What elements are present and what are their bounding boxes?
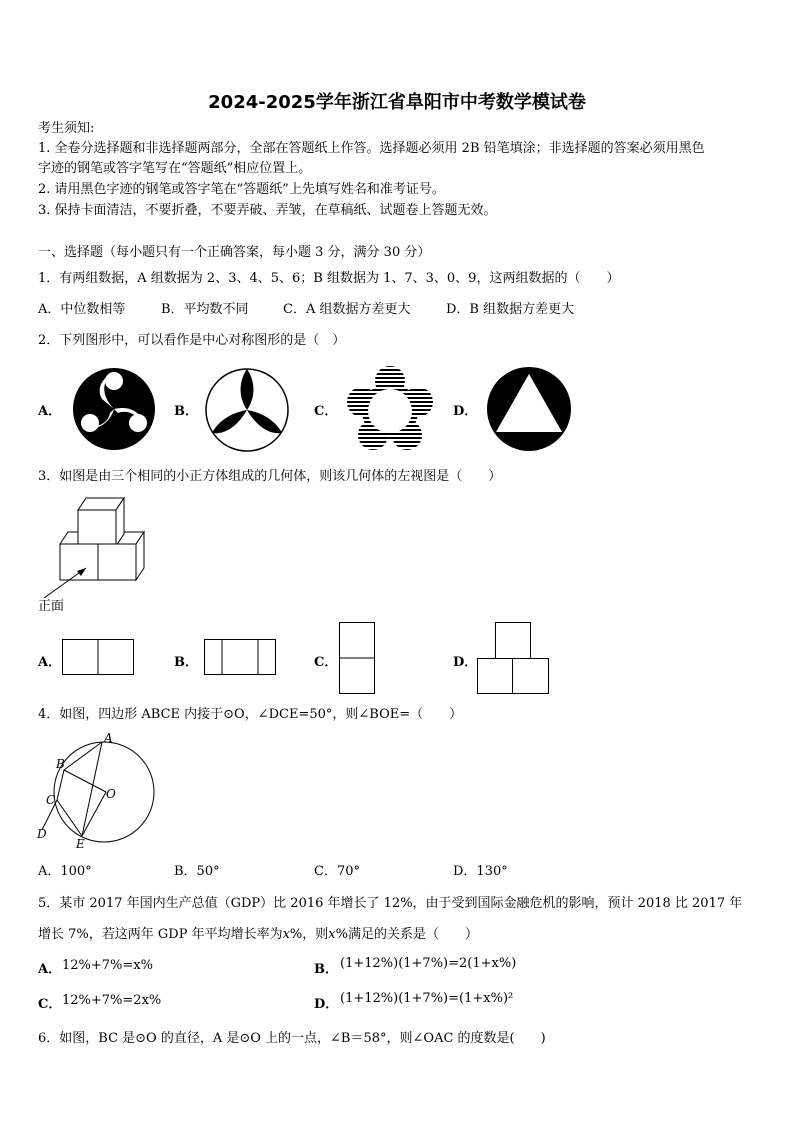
q4-option-d: D．130°: [453, 864, 508, 879]
q2-figure-c-striped-flower: [346, 365, 434, 453]
q2-label-c: C．: [314, 404, 338, 419]
q1-stem: 1．有两组数据，A 组数据为 2、3、4、5、6；B 组数据为 1、7、3、0、9，这两组数据的（ ）: [38, 271, 620, 286]
q5-stem-part-2: %，则: [289, 927, 329, 942]
q3-label-c: C．: [314, 655, 338, 670]
q4-point-a: A: [104, 731, 113, 745]
q6-stem: 6．如图，BC 是⊙O 的直径，A 是⊙O 上的一点，∠B＝58°，则∠OAC 的度数是( ): [38, 1031, 546, 1046]
q4-point-o: O: [106, 787, 116, 801]
q2-stem: 2．下列图形中，可以看作是中心对称图形的是（ ）: [38, 333, 346, 348]
page-title: 2024-2025学年浙江省阜阳市中考数学模试卷: [208, 92, 586, 113]
q5-var-1: x: [282, 927, 290, 942]
q4-point-b: B: [56, 757, 65, 771]
q1-option-a: A．中位数相等: [38, 302, 126, 317]
q5-formula-b: (1+12%)(1+7%)=2(1+x%): [340, 956, 517, 971]
q3-option-b-figure: [204, 639, 276, 675]
q5-label-d: D．: [314, 997, 339, 1012]
q5-formula-a: 12%+7%=x%: [62, 958, 153, 973]
q4-point-e: E: [76, 837, 85, 851]
notice-line-2: 字迹的钢笔或答字笔写在“答题纸”相应位置上。: [38, 161, 312, 176]
q3-option-d-figure: [477, 622, 549, 694]
q1-option-d: D．B 组数据方差更大: [446, 302, 575, 317]
q1-option-c: C．A 组数据方差更大: [283, 302, 411, 317]
q4-option-b: B．50°: [174, 864, 220, 879]
q5-formula-d: (1+12%)(1+7%)=(1+x%)²: [340, 991, 514, 1006]
q5-label-a: A．: [38, 962, 62, 977]
notice-line-1: 1. 全卷分选择题和非选择题两部分，全部在答题纸上作答。选择题必须用 2B 铅笔填涂；非选择题的答案必须用黑色: [38, 141, 705, 156]
q3-label-d: D．: [453, 655, 478, 670]
q4-option-a: A．100°: [38, 864, 92, 879]
notice-line-3: 2. 请用黑色字迹的钢笔或答字笔在“答题纸”上先填写姓名和准考证号。: [38, 182, 445, 197]
q2-label-b: B．: [174, 404, 198, 419]
q3-label-a: A．: [38, 655, 62, 670]
q5-stem-part-1: 增长 7%，若这两年 GDP 年平均增长率为: [38, 927, 283, 942]
q5-formula-c: 12%+7%=2x%: [62, 993, 162, 1008]
q3-label-b: B．: [174, 655, 198, 670]
q1-option-b: B．平均数不同: [161, 302, 249, 317]
q5-label-c: C．: [38, 997, 62, 1012]
q3-solid-figure: [40, 494, 150, 604]
q5-label-b: B．: [314, 962, 338, 977]
notice-line-4: 3. 保持卡面清洁，不要折叠，不要弄破、弄皱，在草稿纸、试题卷上答题无效。: [38, 203, 497, 218]
q2-figure-a-triskelion: [72, 367, 156, 451]
q3-front-label: 正面: [38, 599, 65, 614]
q5-stem-part-3: %满足的关系是（ ）: [335, 927, 478, 942]
q2-figure-d-triangle-in-circle: [486, 366, 572, 452]
q4-option-c: C．70°: [314, 864, 360, 879]
q5-stem-line-1: 5．某市 2017 年国内生产总值（GDP）比 2016 年增长了 12%，由于受到国际金融危机的影响，预计 2018 比 2017 年: [38, 896, 743, 911]
notice-heading: 考生须知:: [38, 121, 95, 136]
q4-point-c: C: [46, 793, 56, 807]
q4-stem: 4．如图，四边形 ABCE 内接于⊙O，∠DCE=50°，则∠BOE=（ ）: [38, 707, 463, 722]
q3-option-a-figure: [62, 639, 134, 675]
q2-figure-b-three-petals: [204, 367, 290, 453]
q3-stem: 3．如图是由三个相同的小正方体组成的几何体，则该几何体的左视图是（ ）: [38, 469, 502, 484]
q2-label-d: D．: [453, 404, 478, 419]
q2-label-a: A．: [38, 404, 62, 419]
q5-var-2: x: [328, 927, 336, 942]
q4-point-d: D: [37, 827, 47, 841]
q4-circle-figure: [34, 732, 164, 852]
q5-stem-line-2: [38, 926, 478, 944]
q3-option-c-figure: [339, 622, 375, 694]
section-heading: 一、选择题（每小题只有一个正确答案，每小题 3 分，满分 30 分）: [38, 245, 431, 260]
